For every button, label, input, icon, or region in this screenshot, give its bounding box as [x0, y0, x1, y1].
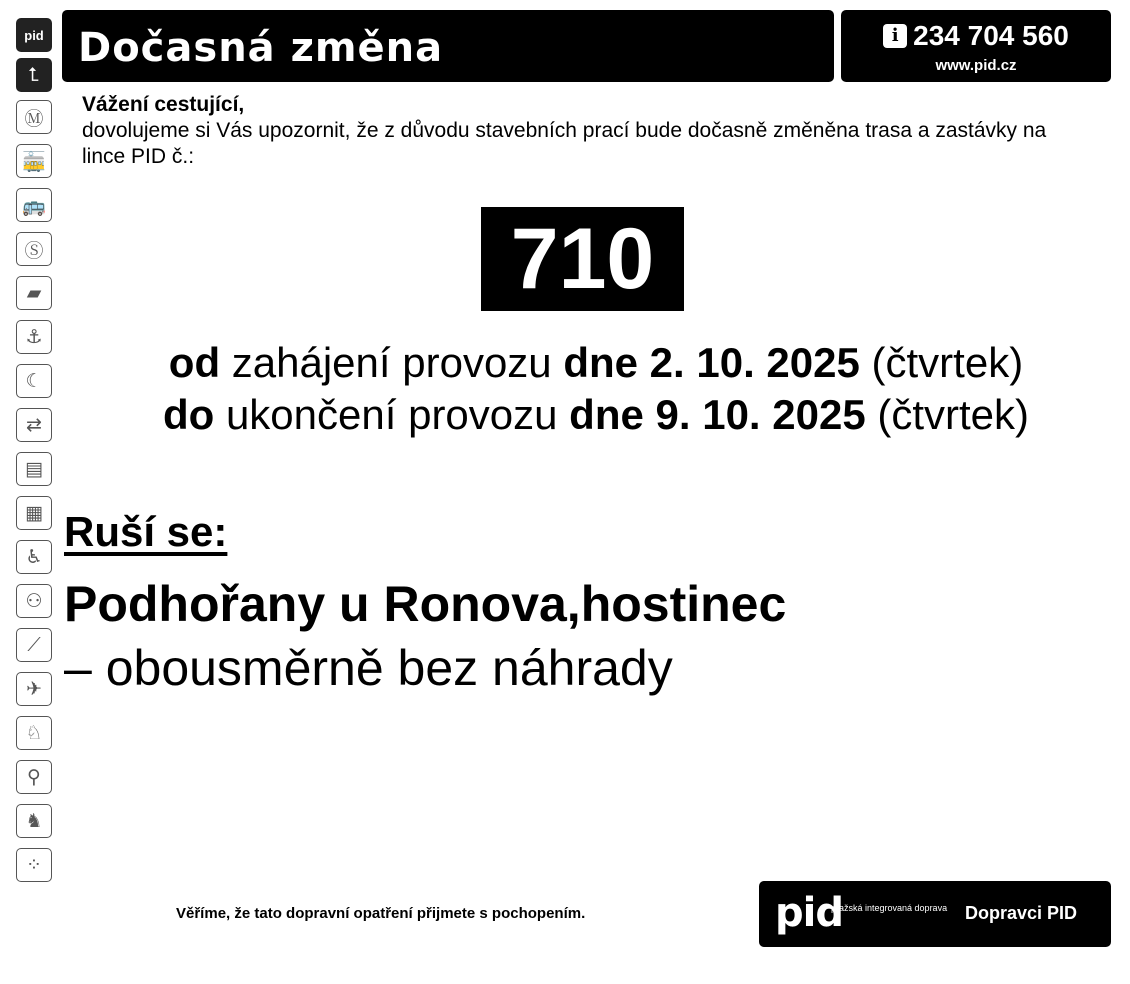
pid-logo-icon: pid: [16, 18, 52, 52]
greeting: Vážení cestující,: [82, 93, 245, 116]
intro: [82, 92, 1092, 170]
contact-box: [841, 10, 1111, 82]
to-date: dne 9. 10. 2025: [569, 391, 866, 438]
metro-icon: Ⓜ: [16, 100, 52, 134]
footer-message: Věříme, že tato dopravní opatření přijmete s pochopením.: [176, 905, 586, 922]
escalator-icon: ⟋: [16, 628, 52, 662]
validity-dates: [62, 337, 1130, 441]
page-title: Dočasná změna: [78, 25, 444, 71]
from-keyword: od: [168, 339, 221, 386]
funicular-icon: ▰: [16, 276, 52, 310]
park-and-ride-icon: ⇄: [16, 408, 52, 442]
route-change-icon: ⮤: [16, 58, 52, 92]
intro-text: dovolujeme si Vás upozornit, že z důvodu stavebních prací bude dočasně změněna trasa a zastávky na lince PID č.:: [82, 119, 1047, 168]
bus-icon: 🚌: [16, 188, 52, 222]
from-text: zahájení provozu: [220, 339, 564, 386]
from-date: dne 2. 10. 2025: [563, 339, 860, 386]
wheelchair-icon: ♿: [16, 540, 52, 574]
to-text: ukončení provozu: [214, 391, 570, 438]
from-day: (čtvrtek): [859, 339, 1024, 386]
ferry-icon: ⚓: [16, 320, 52, 354]
phone-line: [841, 20, 1111, 52]
tram-icon: 🚋: [16, 144, 52, 178]
pid-tagline: pražská integrovaná doprava: [831, 903, 948, 913]
night-icon: ☾: [16, 364, 52, 398]
train-icon: Ⓢ: [16, 232, 52, 266]
line-number: 710: [481, 207, 684, 311]
pid-logo: pid: [775, 890, 843, 936]
ticket-icon: ▤: [16, 452, 52, 486]
footsteps-icon: ⁘: [16, 848, 52, 882]
cancelled-stop: Podhořany u Ronova,hostinec: [64, 576, 787, 632]
info-icon: i: [883, 24, 907, 48]
cancelled-heading: Ruší se:: [64, 508, 228, 555]
ticket-machine-icon: ▦: [16, 496, 52, 530]
family-icon: ⚇: [16, 584, 52, 618]
stroller-icon: ♘: [16, 716, 52, 750]
date-to: [62, 389, 1130, 441]
phone-number[interactable]: 234 704 560: [913, 20, 1069, 51]
date-from: [62, 337, 1130, 389]
bicycle-icon: ⚲: [16, 760, 52, 794]
to-day: (čtvrtek): [865, 391, 1030, 438]
to-keyword: do: [162, 391, 215, 438]
carriers-label: Dopravci PID: [965, 903, 1078, 923]
cancelled-note: – obousměrně bez náhrady: [64, 640, 673, 696]
airport-icon: ✈: [16, 672, 52, 706]
dog-icon: ♞: [16, 804, 52, 838]
website-link[interactable]: www.pid.cz: [935, 57, 1017, 74]
footer-logo-box: [759, 881, 1111, 947]
header-banner: [62, 10, 834, 82]
